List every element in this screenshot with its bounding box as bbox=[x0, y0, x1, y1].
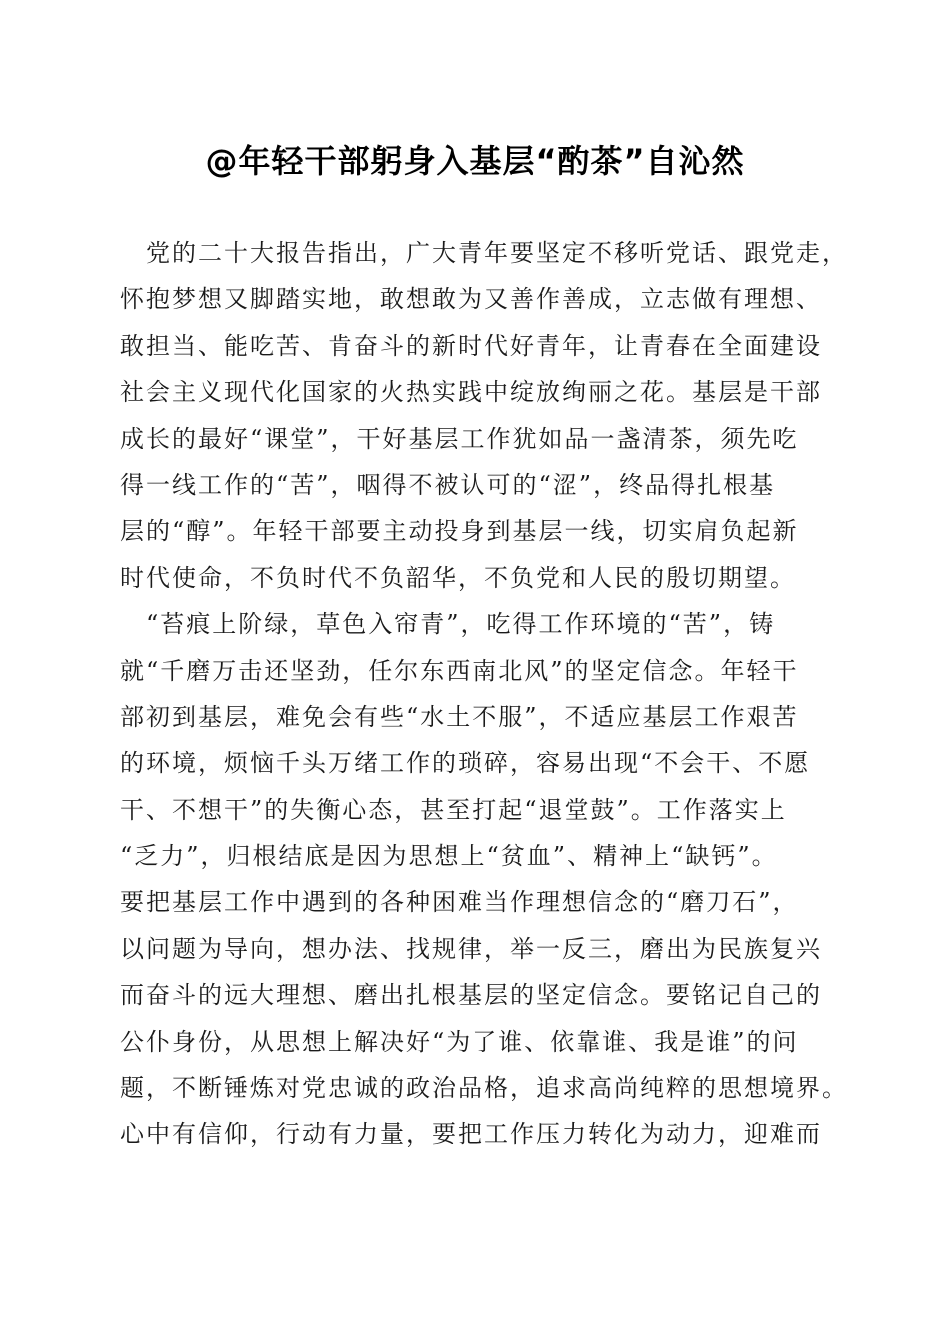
body-line: 题，不断锤炼对党忠诚的政治品格，追求高尚纯粹的思想境界。 bbox=[120, 1074, 848, 1103]
body-line: 而奋斗的远大理想、磨出扎根基层的坚定信念。要铭记自己的 bbox=[120, 981, 822, 1010]
body-line: 的环境，烦恼千头万绪工作的琐碎，容易出现“不会干、不愿 bbox=[120, 749, 811, 778]
body-line: 就“千磨万击还坚劲，任尔东西南北风”的坚定信念。年轻干 bbox=[120, 656, 799, 685]
body-line: 怀抱梦想又脚踏实地，敢想敢为又善作善成，立志做有理想、 bbox=[120, 285, 822, 314]
body-line: 时代使命，不负时代不负韶华，不负党和人民的殷切期望。 bbox=[120, 563, 796, 592]
document-body bbox=[120, 230, 848, 1158]
body-line: “乏力”，归根结底是因为思想上“贫血”、精神上“缺钙”。 bbox=[120, 842, 778, 871]
body-line: 党的二十大报告指出，广大青年要坚定不移听党话、跟党走， bbox=[120, 239, 848, 267]
body-line: 敢担当、能吃苦、肯奋斗的新时代好青年，让青春在全面建设 bbox=[120, 331, 822, 360]
body-line: 社会主义现代化国家的火热实践中绽放绚丽之花。基层是干部 bbox=[120, 378, 822, 407]
body-line: 要把基层工作中遇到的各种困难当作理想信念的“磨刀石”， bbox=[120, 888, 799, 917]
body-line: 成长的最好“课堂”，干好基层工作犹如品一盏清茶，须先吃 bbox=[120, 424, 799, 453]
body-line: “苔痕上阶绿，草色入帘青”，吃得工作环境的“苦”，铸 bbox=[120, 610, 776, 639]
body-line: 干、不想干”的失衡心态，甚至打起“退堂鼓”。工作落实上 bbox=[120, 795, 787, 824]
body-line: 得一线工作的“苦”，咽得不被认可的“涩”，终品得扎根基 bbox=[120, 470, 776, 499]
body-line: 公仆身份，从思想上解决好“为了谁、依靠谁、我是谁”的问 bbox=[120, 1027, 799, 1056]
document-title: @年轻干部躬身入基层“酌茶”自沁然 bbox=[205, 142, 745, 180]
body-line: 部初到基层，难免会有些“水土不服”，不适应基层工作艰苦 bbox=[120, 702, 799, 731]
body-line: 心中有信仰，行动有力量，要把工作压力转化为动力，迎难而 bbox=[120, 1120, 822, 1149]
body-line: 层的“醇”。年轻干部要主动投身到基层一线，切实肩负起新 bbox=[120, 517, 799, 546]
body-line: 以问题为导向，想办法、找规律，举一反三，磨出为民族复兴 bbox=[120, 934, 822, 963]
